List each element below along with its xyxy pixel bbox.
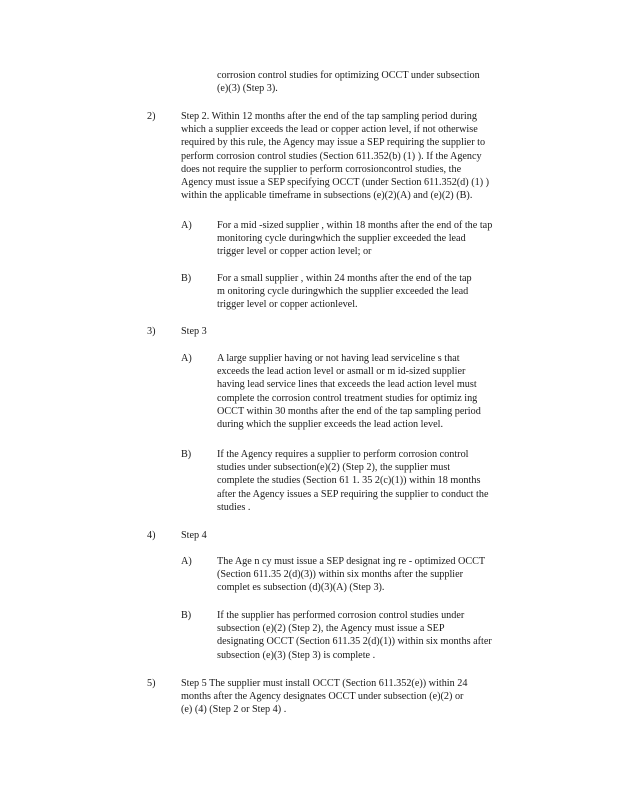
subitem-letter: A) (181, 556, 192, 567)
text-line: Step 4 (181, 530, 207, 541)
text-line: exceeds the lead action level or asmall or m id-sized supplier (217, 366, 466, 378)
text-line: during which the supplier exceeds the lead action level. (217, 419, 444, 431)
text-line: which a supplier exceeds the lead or copper action level, if not otherwise (181, 124, 478, 136)
item-2-paragraph (181, 110, 537, 202)
text-line: If the Agency requires a supplier to perform corrosion control (217, 449, 469, 460)
text-line: perform corrosion control studies (Section 611.352(b) (1) ). If the Agency (181, 150, 482, 162)
text-line: For a small supplier , within 24 months after the end of the tap (217, 273, 472, 284)
text-line: required by this rule, the Agency may issue a SEP requiring the supplier to (181, 137, 486, 149)
text-line: OCCT within 30 months after the end of the tap sampling period (217, 405, 481, 417)
item-number: 5) (147, 678, 156, 689)
text-line: complete the studies (Section 61 1. 35 2(c)(1)) within 18 months (217, 475, 481, 487)
text-line: For a mid -sized supplier , within 18 months after the end of the tap (217, 220, 493, 231)
item-5-paragraph (181, 677, 537, 717)
text-line: complete the corrosion control treatment studies for optimiz ing (217, 392, 478, 404)
text-line: studies under subsection(e)(2) (Step 2), the supplier must (217, 462, 451, 474)
item-3-heading (181, 325, 537, 338)
text-line: Agency must issue a SEP specifying OCCT (under Section 611.352(d) (1) ) (181, 177, 490, 189)
text-line: months after the Agency designates OCCT under subsection (e)(2) or (181, 691, 464, 703)
item-number: 2) (147, 111, 156, 122)
item-4-heading (181, 529, 537, 542)
item-number: 3) (147, 326, 156, 337)
text-line: m onitoring cycle duringwhich the supplier exceeded the lead (217, 286, 469, 298)
text-line: (e) (4) (Step 2 or Step 4) . (181, 704, 287, 716)
text-line: subsection (e)(3) (Step 3) is complete . (217, 649, 376, 661)
subitem-letter: B) (181, 273, 192, 284)
text-line: subsection (e)(2) (Step 2), the Agency must issue a SEP (217, 623, 445, 635)
text-line: does not require the supplier to perform corrosioncontrol studies, the (181, 163, 462, 175)
text-line: (Section 611.35 2(d)(3)) within six months after the supplier (217, 569, 464, 581)
text-line: trigger level or copper action level; or (217, 246, 372, 258)
item-3b-paragraph (217, 448, 537, 514)
item-number: 4) (147, 530, 156, 541)
subitem-letter: B) (181, 449, 192, 460)
text-line: Step 2. Within 12 months after the end of the tap sampling period during (181, 111, 477, 122)
text-line: having lead service lines that exceeds the lead action level must (217, 379, 477, 391)
text-line: trigger level or copper actionlevel. (217, 299, 358, 311)
continuation-paragraph (217, 69, 517, 95)
text-line: (e)(3) (Step 3). (217, 83, 278, 95)
item-2b-paragraph (217, 272, 537, 312)
text-line: within the applicable timeframe in subsections (e)(2)(A) and (e)(2) (B). (181, 190, 473, 202)
text-line: A large supplier having or not having lead serviceline s that (217, 353, 460, 364)
text-line: designating OCCT (Section 611.35 2(d)(1)) within six months after (217, 636, 492, 648)
item-2a-paragraph (217, 219, 537, 259)
item-3a-paragraph (217, 352, 537, 431)
text-line: after the Agency issues a SEP requiring the supplier to conduct the (217, 488, 489, 500)
text-line: studies . (217, 501, 251, 513)
text-line: Step 3 (181, 326, 207, 337)
subitem-letter: A) (181, 220, 192, 231)
text-line: complet es subsection (d)(3)(A) (Step 3). (217, 582, 385, 594)
text-line: monitoring cycle duringwhich the supplier exceeded the lead (217, 233, 466, 245)
text-line: If the supplier has performed corrosion control studies under (217, 610, 465, 621)
text-line: corrosion control studies for optimizing OCCT under subsection (217, 70, 480, 81)
subitem-letter: B) (181, 610, 192, 621)
subitem-letter: A) (181, 353, 192, 364)
item-4b-paragraph (217, 609, 537, 662)
text-line: The Age n cy must issue a SEP designat ing re - optimized OCCT (217, 556, 486, 567)
item-4a-paragraph (217, 555, 537, 595)
text-line: Step 5 The supplier must install OCCT (Section 611.352(e)) within 24 (181, 678, 468, 689)
